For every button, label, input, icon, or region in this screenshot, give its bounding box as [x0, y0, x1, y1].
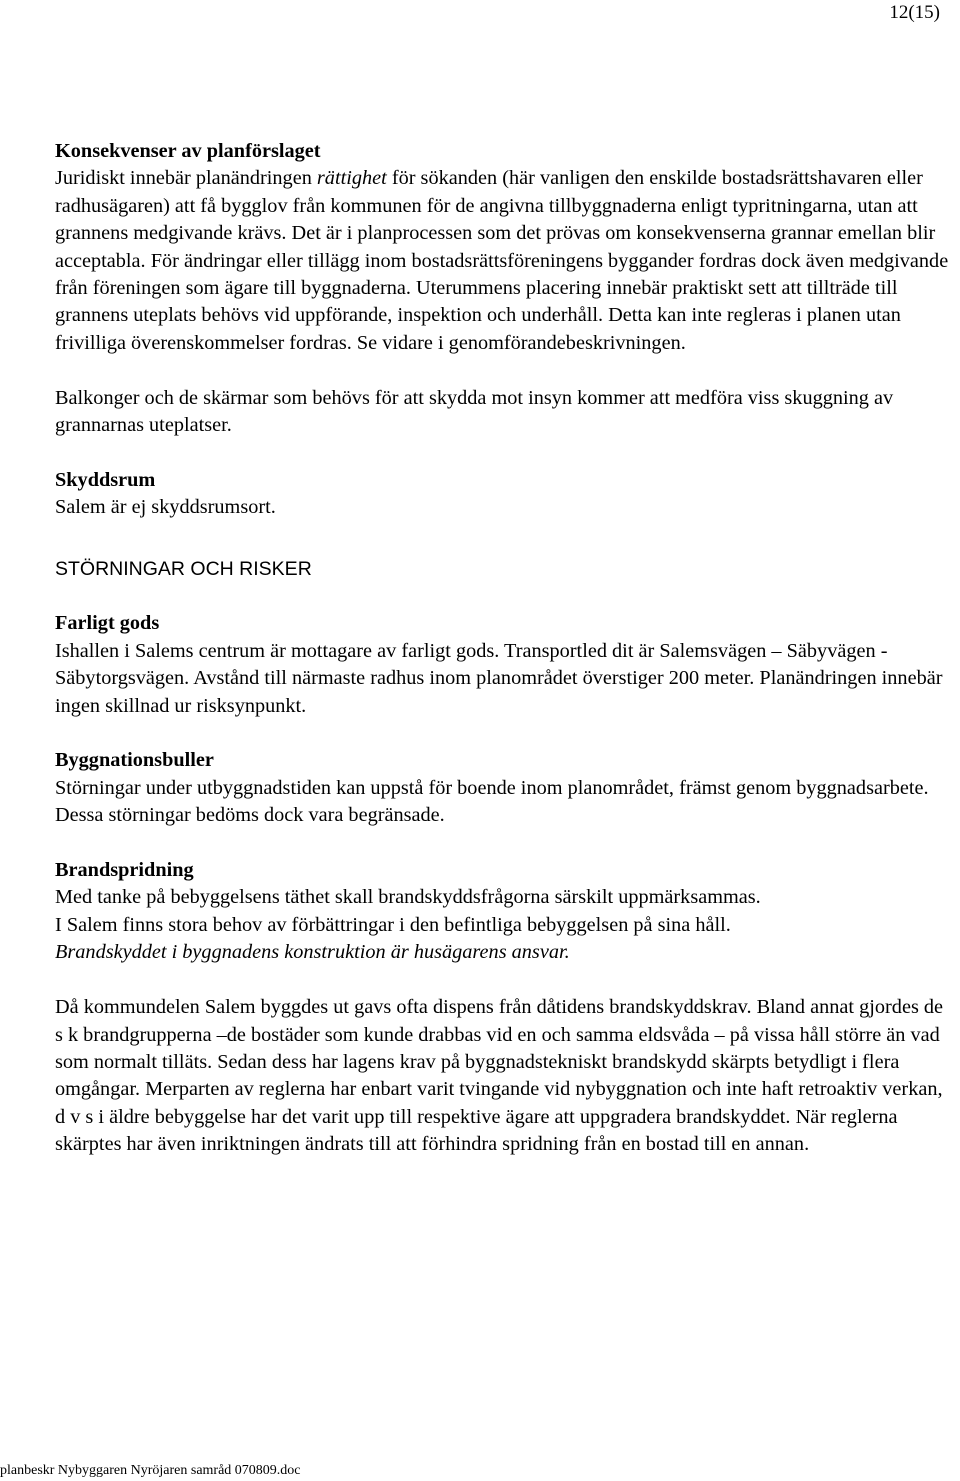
spacer: [55, 439, 953, 466]
heading-skyddsrum: Skyddsrum: [55, 468, 156, 491]
paragraph-brandspridning-line-2: I Salem finns stora behov av förbättringar i den befintliga bebyggelsen på sina håll.: [55, 913, 731, 936]
paragraph-brandspridning-2: Då kommundelen Salem byggdes ut gavs ofta dispens från dåtidens brandskyddskrav. Bland annat gjordes de s k brandgrupperna –de bostäder som kunde drabbas vid en och samma eldsvåda – på vissa håll större än vad som normalt tilläts. Sedan dess har lagens krav på byggnadstekniskt brandskydd skärpts betydligt i flera omgångar. Merparten av reglerna har enbart varit tvingande vid nybyggnation och inte haft retroaktiv verkan, d v s i äldre bebyggelse har det varit upp till respektive ägare att uppgradera brandskyddet. När reglerna skärptes har även inriktningen ändrats till att förhindra spridning från en bostad till en annan.: [55, 996, 944, 1156]
section-byggnationsbuller: [55, 747, 953, 829]
paragraph-byggnationsbuller: Störningar under utbyggnadstiden kan uppstå för boende inom planområdet, främst genom byggnadsarbete. Dessa störningar bedöms dock vara begränsade.: [55, 776, 929, 827]
section-storningar: [55, 556, 953, 583]
spacer: [55, 967, 953, 994]
spacer: [55, 720, 953, 747]
text-run: för sökanden (här vanligen den enskilde bostadsrättshavaren eller radhusägaren) att få bygglov från kommunen för de angivna tillbyggnaderna enligt typritningarna, utan att grannens medgivande krävs. Det är i planprocessen som det prövas om konsekvenserna grannar emellan blir acceptabla. För ändringar eller tillägg inom bostadsrättsföreningens byggander fordras dock även medgivande från föreningen som ägare till byggnaderna. Uterummens placering innebär praktiskt sett att tillträde till grannens uteplats behövs vid uppförande, inspektion och underhåll. Detta kan inte regleras i planen utan frivilliga överenskommelser fordras. Se vidare i genomförandebeskrivningen.: [55, 167, 949, 354]
heading-konsekvenser: Konsekvenser av planförslaget: [55, 140, 321, 162]
paragraph-konsekvenser-1: [55, 165, 953, 357]
section-konsekvenser: [55, 138, 953, 439]
spacer: [55, 357, 953, 384]
paragraph-brandspridning-line-3: [55, 939, 953, 966]
italic-run: rättighet: [316, 167, 387, 190]
spacer: [55, 830, 953, 857]
section-farligt-gods: [55, 610, 953, 720]
paragraph-farligt-gods: Ishallen i Salems centrum är mottagare av farligt gods. Transportled dit är Salemsvägen – Säbyvägen - Säbytorgsvägen. Avstånd till närmaste radhus inom planområdet överstiger 200 meter. Planändringen innebär ingen skillnad ur risksynpunkt.: [55, 639, 943, 717]
italic-run: Brandskyddet i byggnadens konstruktion är husägarens ansvar.: [55, 941, 570, 964]
text-run: Juridiskt innebär planändringen: [55, 167, 317, 190]
document-body: [55, 138, 953, 1159]
spacer: [55, 522, 953, 556]
heading-brandspridning: Brandspridning: [55, 859, 194, 882]
page-number: 12(15): [889, 2, 940, 23]
spacer: [55, 583, 953, 610]
paragraph-konsekvenser-2: Balkonger och de skärmar som behövs för att skydda mot insyn kommer att medföra viss skuggning av grannarnas uteplatser.: [55, 386, 894, 437]
footer-filename: planbeskr Nybyggaren Nyröjaren samråd 070809.doc: [0, 1463, 301, 1478]
heading-storningar-och-risker: STÖRNINGAR OCH RISKER: [55, 557, 312, 580]
paragraph-skyddsrum: Salem är ej skyddsrumsort.: [55, 496, 276, 519]
section-skyddsrum: [55, 467, 953, 522]
section-brandspridning: [55, 857, 953, 1158]
paragraph-brandspridning-line-1: Med tanke på bebyggelsens täthet skall brandskyddsfrågorna särskilt uppmärksammas.: [55, 886, 761, 909]
heading-farligt-gods: Farligt gods: [55, 612, 160, 635]
heading-byggnationsbuller: Byggnationsbuller: [55, 749, 214, 772]
